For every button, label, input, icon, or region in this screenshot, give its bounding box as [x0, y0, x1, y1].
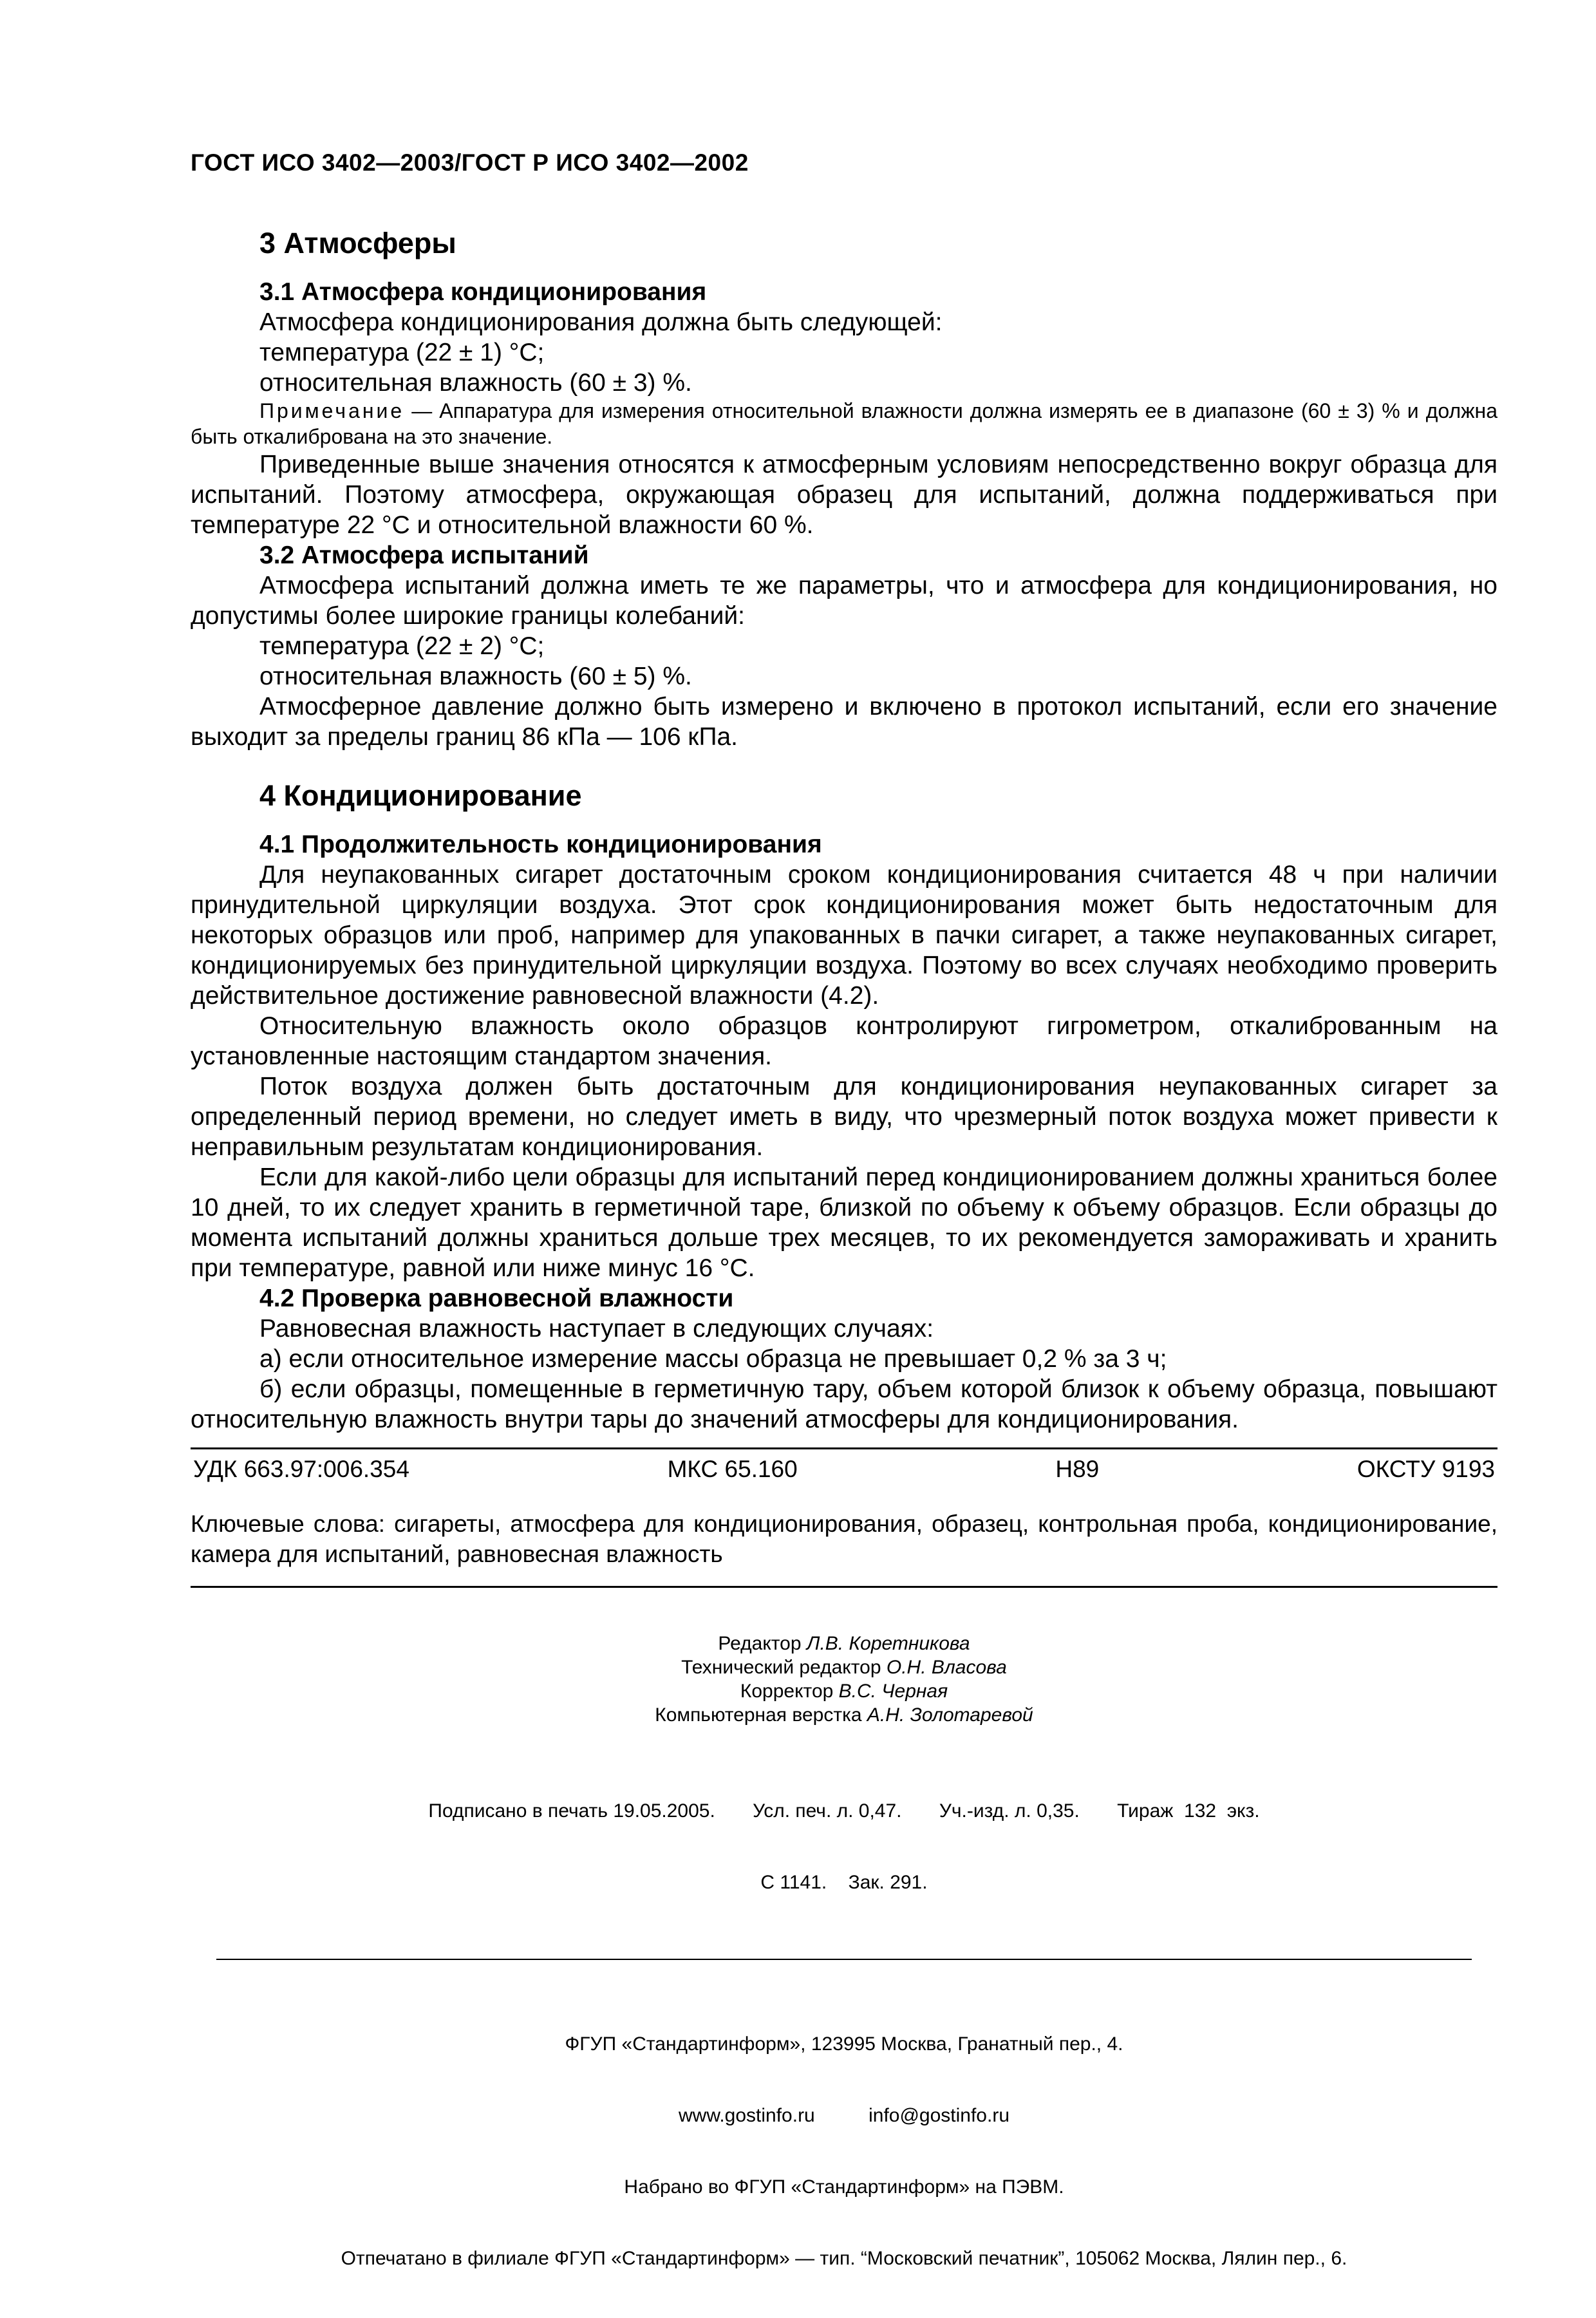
list-item: б) если образцы, помещенные в герметичную тару, объем которой близок к объему образца, повышают относительную влажность внутри тары до значений атмосферы для кондиционирования.: [191, 1375, 1497, 1433]
text-line: относительная влажность (60 ± 3) %.: [259, 369, 692, 397]
paragraph: Если для какой-либо цели образцы для испытаний перед кондиционированием должны храниться более 10 дней, то их следует хранить в герметичной таре, близкой по объему к объему образцов. Если образцы до момента испытаний должны храниться дольше трех месяцев, то их рекомендуется замораживать и хранить при температуре, равной или ниже минус 16 °С.: [191, 1164, 1497, 1282]
paragraph: Приведенные выше значения относятся к атмосферным условиям непосредственно вокруг образца для испытаний. Поэтому атмосфера, окружающая образец для испытаний, должна поддерживаться при температуре 22 °С и относительной влажности 60 %.: [191, 451, 1497, 539]
publisher-line: Отпечатано в филиале ФГУП «Стандартинформ» — тип. “Московский печатник”, 105062 Москва, Лялин пер., 6.: [341, 2248, 1347, 2269]
print-info-line: Подписано в печать 19.05.2005. Усл. печ. л. 0,47. Уч.-изд. л. 0,35. Тираж 132 экз.: [428, 1800, 1260, 1822]
okstu-code: ОКСТУ 9193: [1357, 1456, 1495, 1482]
credit-role: Корректор: [740, 1681, 839, 1702]
divider: [191, 1447, 1497, 1449]
credit-line: [191, 1703, 1497, 1727]
keywords: Ключевые слова: сигареты, атмосфера для кондиционирования, образец, контрольная проба, кондиционирование, камера для испытаний, равновесная влажность: [191, 1511, 1497, 1567]
list-item: а) если относительное измерение массы образца не превышает 0,2 % за 3 ч;: [259, 1345, 1167, 1373]
section-4-title: 4 Кондиционирование: [259, 779, 582, 812]
mks-code: МКС 65.160: [667, 1456, 798, 1482]
print-info-line: С 1141. Зак. 291.: [760, 1872, 928, 1893]
paragraph: Атмосферное давление должно быть измерено и включено в протокол испытаний, если его значение выходит за пределы границ 86 кПа — 106 кПа.: [191, 693, 1497, 751]
section-3-2-title: 3.2 Атмосфера испытаний: [259, 542, 589, 569]
credit-line: [191, 1632, 1497, 1655]
credit-name: О.Н. Власова: [886, 1657, 1007, 1678]
credit-line: [191, 1655, 1497, 1679]
paragraph: Атмосфера испытаний должна иметь те же параметры, что и атмосфера для кондиционирования, но допустимы более широкие границы колебаний:: [191, 572, 1497, 630]
section-3-title: 3 Атмосферы: [259, 227, 456, 259]
udk-code: УДК 663.97:006.354: [193, 1456, 409, 1482]
credit-line: [191, 1679, 1497, 1703]
paragraph: Для неупакованных сигарет достаточным сроком кондиционирования считается 48 ч при наличии принудительной циркуляции воздуха. Этот срок кондиционирования может быть недостаточным для некоторых образцов или проб, например для упакованных в пачки сигарет, а также неупакованных сигарет, кондиционируемых без принудительной циркуляции воздуха. Поэтому во всех случаях необходимо проверить действительное достижение равновесной влажности (4.2).: [191, 861, 1497, 1010]
publisher-line: ФГУП «Стандартинформ», 123995 Москва, Гранатный пер., 4.: [565, 2033, 1123, 2055]
publisher-info: [191, 1984, 1497, 2318]
paragraph: Относительную влажность около образцов контролируют гигрометром, откалиброванным на установленные настоящим стандартом значения.: [191, 1012, 1497, 1070]
credits: [191, 1632, 1497, 1727]
document-body: [191, 224, 1497, 2318]
credit-role: Технический редактор: [681, 1657, 887, 1678]
credit-name: А.Н. Золотаревой: [867, 1704, 1033, 1726]
classification-codes: [191, 1453, 1497, 1485]
text-line: Равновесная влажность наступает в следующих случаях:: [259, 1315, 934, 1343]
text-line: температура (22 ± 1) °С;: [259, 339, 545, 366]
page-header: ГОСТ ИСО 3402—2003/ГОСТ Р ИСО 3402—2002: [191, 149, 749, 176]
publisher-line: www.gostinfo.ru info@gostinfo.ru: [678, 2105, 1009, 2126]
paragraph: Поток воздуха должен быть достаточным для кондиционирования неупакованных сигарет за определенный период времени, но следует иметь в виду, что чрезмерный поток воздуха может привести к неправильным результатам кондиционирования.: [191, 1073, 1497, 1161]
text-line: относительная влажность (60 ± 5) %.: [259, 663, 692, 690]
publisher-line: Набрано во ФГУП «Стандартинформ» на ПЭВМ.: [624, 2176, 1064, 2198]
section-4-2-title: 4.2 Проверка равновесной влажности: [259, 1285, 734, 1312]
credit-name: В.С. Черная: [838, 1681, 948, 1702]
section-4-1-title: 4.1 Продолжительность кондиционирования: [259, 831, 822, 858]
credit-role: Редактор: [718, 1633, 807, 1654]
note: [191, 398, 1497, 449]
section-3-1-title: 3.1 Атмосфера кондиционирования: [259, 278, 707, 306]
text-line: температура (22 ± 2) °С;: [259, 632, 545, 660]
credit-role: Компьютерная верстка: [655, 1704, 867, 1726]
note-label: Примечание: [259, 399, 405, 422]
text-line: Атмосфера кондиционирования должна быть следующей:: [259, 308, 943, 336]
note-text: — Аппаратура для измерения относительной влажности должна измерять ее в диапазоне (60 ± 3) % и должна быть откалибрована на это значение.: [191, 399, 1497, 448]
h-code: Н89: [1055, 1456, 1100, 1482]
credit-name: Л.В. Коретникова: [806, 1633, 970, 1654]
print-info: [191, 1751, 1497, 1942]
